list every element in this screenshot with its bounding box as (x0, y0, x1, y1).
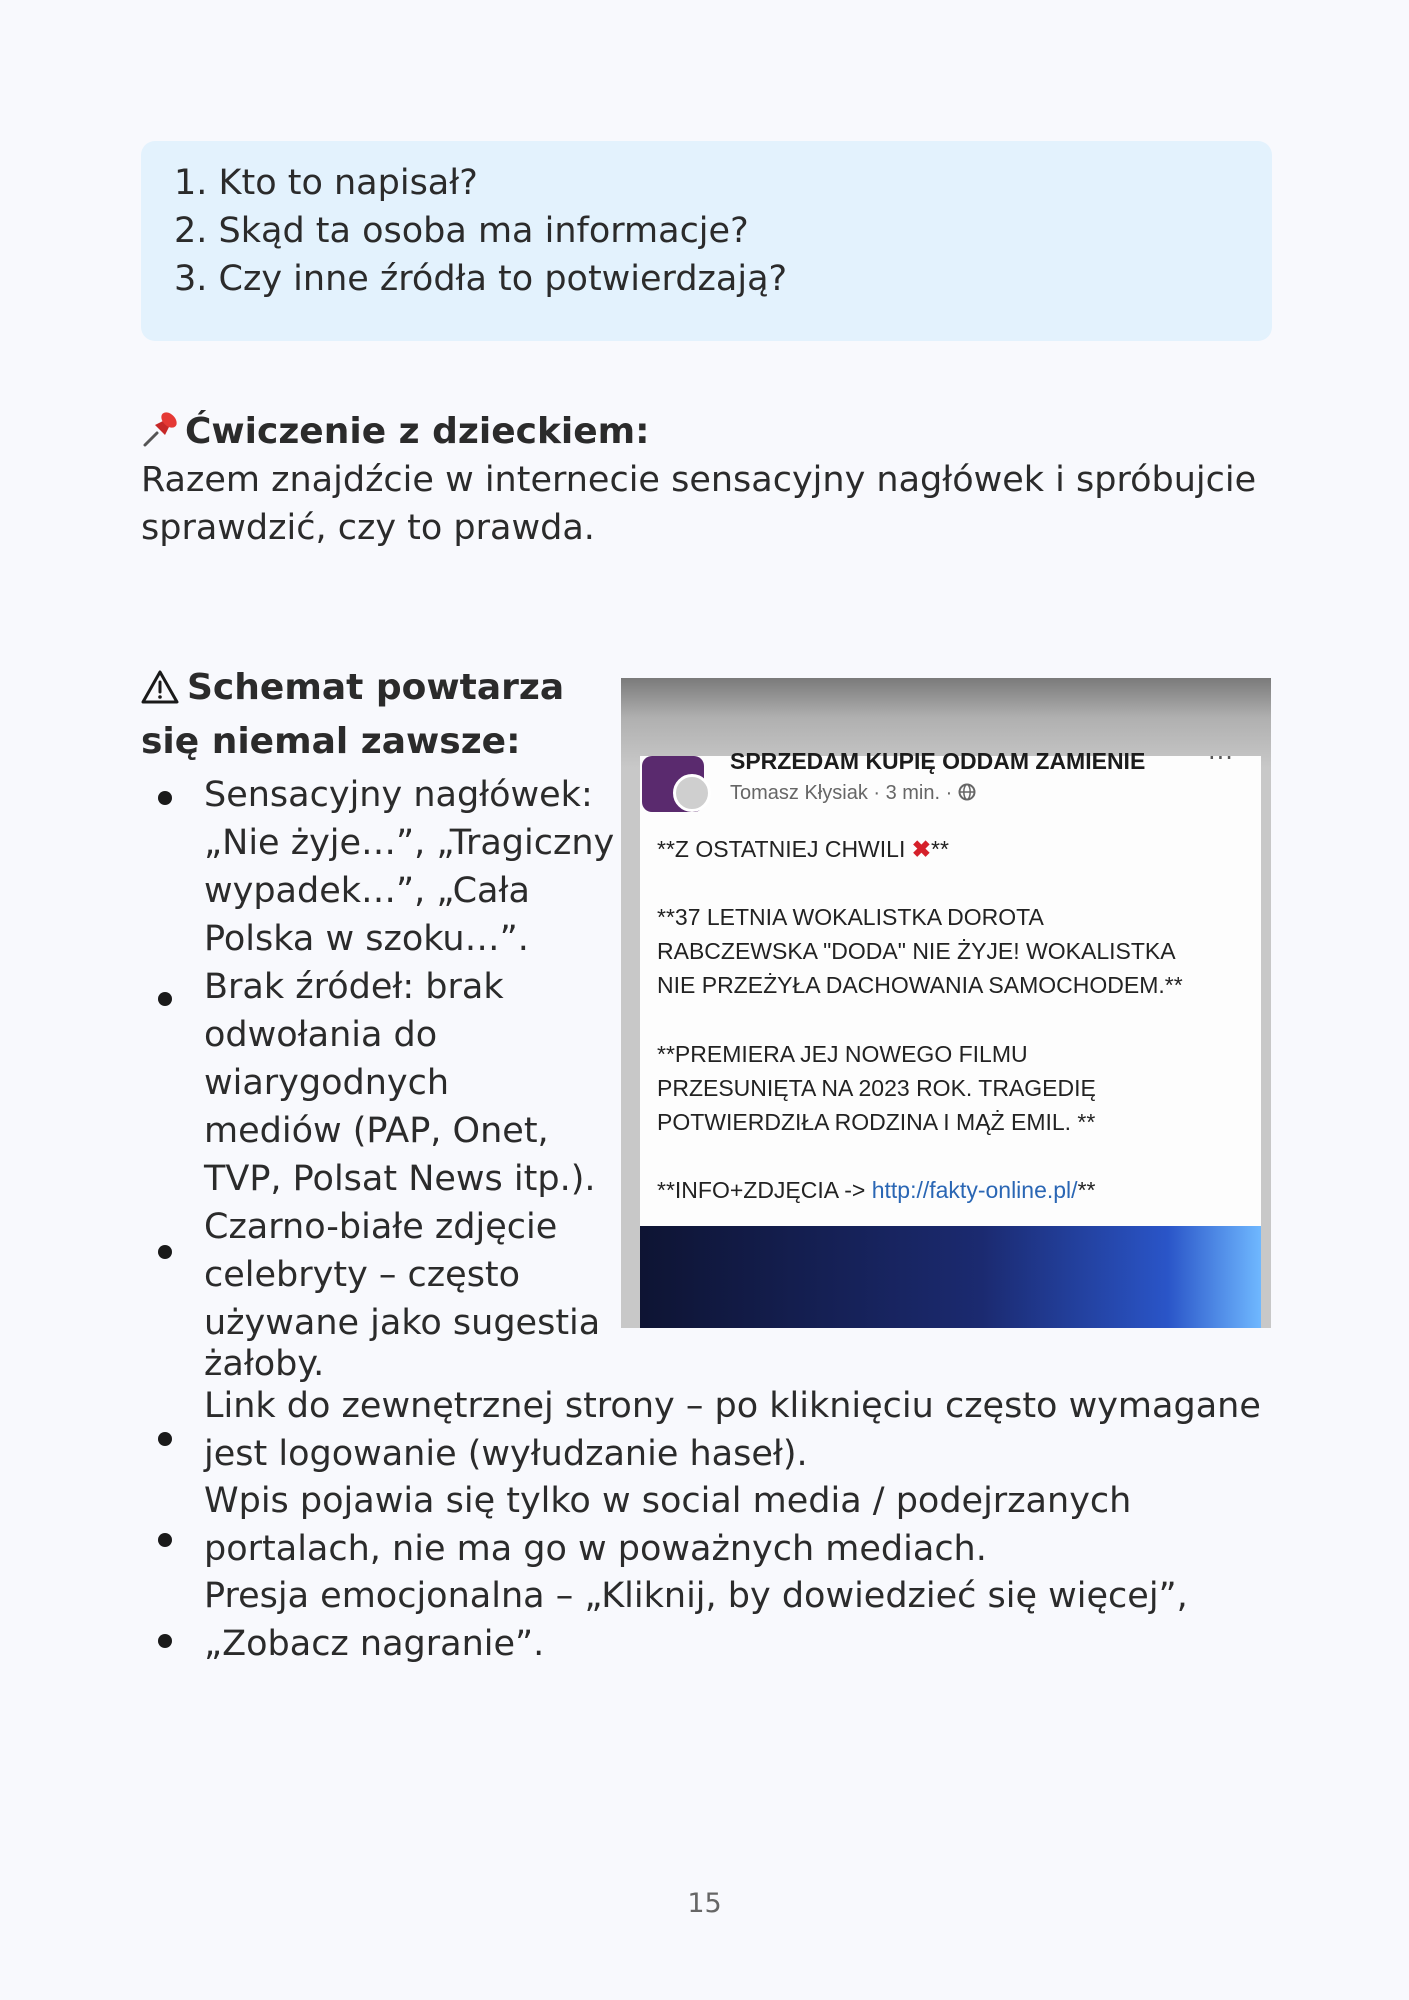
exercise-line: Razem znajdźcie w internecie sensacyjny nagłówek i spróbujcie (141, 460, 1257, 500)
exercise-heading (141, 408, 650, 462)
bullet-line: wiarygodnych (204, 1063, 450, 1103)
more-icon: ··· (1208, 744, 1234, 772)
post-author: Tomasz Kłysiak · 3 min. · (730, 782, 976, 805)
schemat-title-line: Schemat powtarza (187, 667, 565, 708)
page-number: 15 (687, 1888, 722, 1919)
schemat-title-line: się niemal zawsze: (141, 721, 521, 762)
post-photo (640, 1226, 1261, 1328)
question-item: 2. Skąd ta osoba ma informacje? (174, 211, 749, 251)
exercise-text (141, 456, 1281, 552)
bullet-line: odwołania do (204, 1015, 438, 1055)
bullet-line: „Zobacz nagranie”. (204, 1624, 545, 1664)
pushpin-icon (141, 409, 185, 462)
schemat-heading (141, 664, 601, 766)
post-line: **INFO+ZDJĘCIA -> http://fakty-online.pl/** (657, 1177, 1096, 1203)
fake-post-screenshot (621, 678, 1271, 1328)
bullet-line: TVP, Polsat News itp.). (204, 1159, 596, 1199)
red-x-icon: ✖ (911, 836, 931, 862)
questions-callout (141, 141, 1272, 341)
exercise-line: sprawdzić, czy to prawda. (141, 508, 595, 548)
bullet-dot (158, 1432, 172, 1446)
bullet-dot (158, 992, 172, 1006)
bullet-line: jest logowanie (wyłudzanie haseł). (204, 1434, 808, 1474)
globe-icon (958, 783, 976, 801)
bullet-line: żałoby. (204, 1344, 325, 1384)
bullet-line: celebryty – często (204, 1255, 521, 1295)
bullet-line: Presja emocjonalna – „Kliknij, by dowiedzieć się więcej”, (204, 1576, 1188, 1616)
bullet-line: Brak źródeł: brak (204, 967, 504, 1007)
bullet-line: Wpis pojawia się tylko w social media / podejrzanych (204, 1481, 1132, 1521)
bullet-line: Polska w szoku…”. (204, 919, 529, 959)
post-line: **Z OSTATNIEJ CHWILI ✖** (657, 836, 949, 862)
bullet-line: Link do zewnętrznej strony – po kliknięciu często wymagane (204, 1386, 1261, 1426)
post-link: http://fakty-online.pl/ (871, 1177, 1078, 1203)
warning-icon (141, 669, 187, 718)
bullet-line: „Nie żyje…”, „Tragiczny (204, 823, 615, 863)
bullet-dot (158, 1533, 172, 1547)
post-line: **37 LETNIA WOKALISTKA DOROTA (657, 904, 1044, 930)
exercise-title: Ćwiczenie z dzieckiem: (185, 411, 650, 452)
post-group-name: SPRZEDAM KUPIĘ ODDAM ZAMIENIE (730, 748, 1146, 774)
post-line: POTWIERDZIŁA RODZINA I MĄŻ EMIL. ** (657, 1109, 1096, 1135)
bullet-line: portalach, nie ma go w poważnych mediach. (204, 1529, 987, 1569)
bullet-line: mediów (PAP, Onet, (204, 1111, 549, 1151)
bullet-dot (158, 1634, 172, 1648)
post-line: NIE PRZEŻYŁA DACHOWANIA SAMOCHODEM.** (657, 972, 1183, 998)
question-item: 3. Czy inne źródła to potwierdzają? (174, 259, 788, 299)
author-avatar (673, 774, 711, 812)
bullet-dot (158, 791, 172, 805)
post-line: RABCZEWSKA "DODA" NIE ŻYJE! WOKALISTKA (657, 938, 1176, 964)
bullet-line: Sensacyjny nagłówek: (204, 775, 593, 815)
post-line: PRZESUNIĘTA NA 2023 ROK. TRAGEDIĘ (657, 1075, 1096, 1101)
bullet-line: używane jako sugestia (204, 1303, 601, 1343)
bullet-line: wypadek…”, „Cała (204, 871, 530, 911)
question-item: 1. Kto to napisał? (174, 163, 478, 203)
bullet-line: Czarno-białe zdjęcie (204, 1207, 558, 1247)
bullet-dot (158, 1245, 172, 1259)
post-line: **PREMIERA JEJ NOWEGO FILMU (657, 1041, 1028, 1067)
